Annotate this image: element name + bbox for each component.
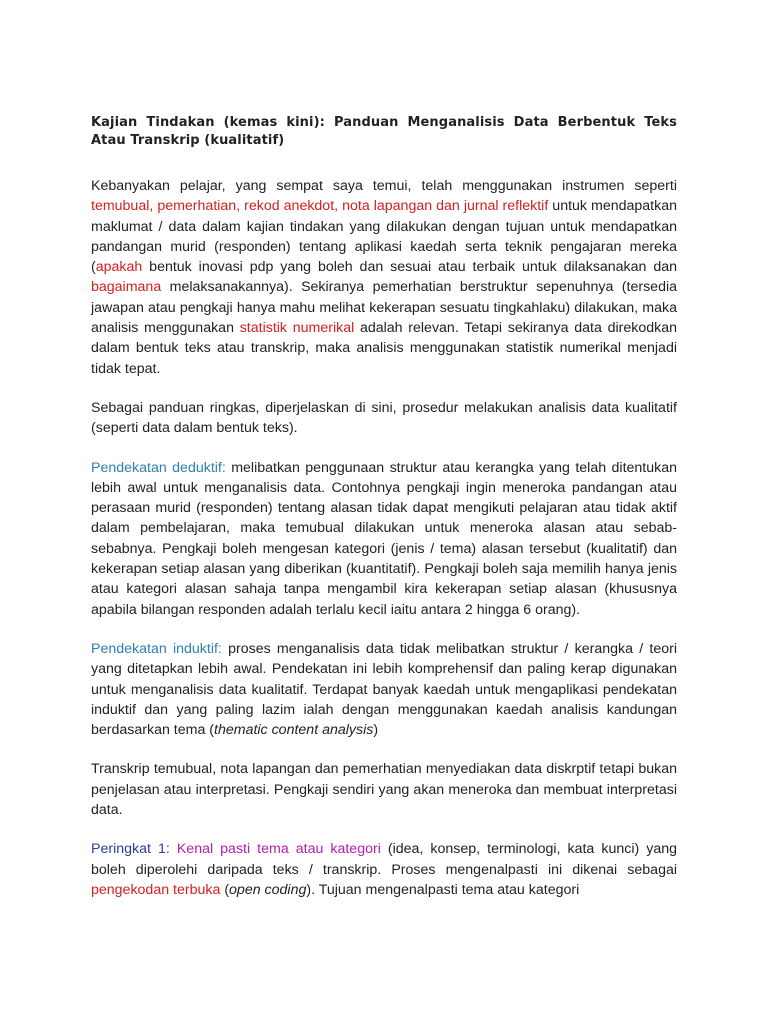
stage-1-text-3: ). Tujuan mengenalpasti tema atau kategori [306, 881, 580, 898]
stage-1-text-1: (idea, konsep, terminologi, kata kunci) yang boleh diperolehi daripada teks / transkrip. Proses mengenalpasti ini dikenai sebagai [91, 841, 677, 878]
paragraph-deductive [91, 458, 677, 620]
paragraph-stage-1 [91, 839, 677, 900]
stage-1-text-2: ( [220, 881, 230, 898]
intro-highlight-apakah: apakah [95, 259, 143, 276]
deductive-text: melibatkan penggunaan struktur atau kerangka yang telah ditentukan lebih awal untuk menganalisis data. Contohnya pengkaji ingin meneroka pandangan atau perasaan murid (responden) tentang alasan tidak dapat mengikuti pelajaran atau tidak aktif dalam pembelajaran, maka temubual dilakukan untuk meneroka alasan atau sebab-sebabnya. Pengkaji boleh mengesan kategori (jenis / tema) alasan tersebut (kualitatif) dan kekerapan setiap alasan yang diberikan (kuantitatif). Pengkaji boleh saja memilih hanya jenis atau kategori alasan sahaja tanpa mengambil kira kekerapan setiap alasan (khususnya apabila bilangan responden adalah terlalu kecil iaitu antara 2 hingga 6 orang). [91, 459, 677, 618]
intro-text-3: bentuk inovasi pdp yang boleh dan sesuai atau terbaik untuk dilaksanakan dan [142, 259, 677, 276]
stage-1-heading: Kenal pasti tema atau kategori [169, 841, 381, 858]
inductive-text-1: proses menganalisis data tidak melibatkan struktur / kerangka / teori yang ditetapkan lebih awal. Pendekatan ini lebih komprehensif dan paling kerap digunakan untuk menganalisis data kualitatif. Terdapat banyak kaedah untuk mengaplikasi pendekatan induktif dan yang paling lazim ialah dengan menggunakan kaedah analisis kandungan berdasarkan tema ( [91, 640, 677, 739]
intro-text-1: Kebanyakan pelajar, yang sempat saya temui, telah menggunakan instrumen seperti [91, 178, 677, 194]
stage-1-label: Peringkat 1: [91, 841, 170, 858]
intro-highlight-instruments: temubual, pemerhatian, rekod anekdot, nota lapangan dan jurnal reflektif [91, 198, 549, 215]
inductive-label: Pendekatan induktif: [91, 640, 222, 657]
intro-highlight-bagaimana: bagaimana [91, 279, 162, 296]
stage-1-emphasis: open coding [229, 881, 307, 898]
inductive-text-2: ) [373, 722, 379, 739]
intro-text-4: melaksanakannya). Sekiranya pemerhatian berstruktur sepenuhnya (tersedia jawapan atau pengkaji hanya mahu melihat kekerapan sesuatu tingkahlaku) dilakukan, maka analisis menggunakan [91, 279, 677, 337]
paragraph-transcript: Transkrip temubual, nota lapangan dan pemerhatian menyediakan data diskrptif tetapi bukan penjelasan atau interpretasi. Pengkaji sendiri yang akan meneroka dan membuat interpretasi data. [91, 761, 677, 819]
intro-highlight-statistik: statistik numerikal [239, 320, 355, 337]
paragraph-guide: Sebagai panduan ringkas, diperjelaskan di sini, prosedur melakukan analisis data kualitatif (seperti data dalam bentuk teks). [91, 399, 677, 437]
deductive-label: Pendekatan deduktif: [91, 459, 226, 476]
document-title: Kajian Tindakan (kemas kini): Panduan Menganalisis Data Berbentuk Teks Atau Transkrip (kualitatif) [91, 115, 677, 148]
intro-text-2: untuk mendapatkan maklumat / data dalam kajian tindakan yang dilakukan dengan tujuan untuk mendapatkan pandangan murid (responden) tentang aplikasi kaedah serta teknik pengajaran mereka ( [91, 198, 677, 276]
stage-1-highlight-coding: pengekodan terbuka [91, 881, 221, 898]
intro-text-5: adalah relevan. Tetapi sekiranya data direkodkan dalam bentuk teks atau transkrip, maka analisis menggunakan statistik numerikal menjadi tidak tepat. [91, 320, 678, 377]
paragraph-intro [91, 176, 677, 379]
inductive-emphasis: thematic content analysis [214, 722, 374, 739]
paragraph-inductive [91, 639, 677, 740]
